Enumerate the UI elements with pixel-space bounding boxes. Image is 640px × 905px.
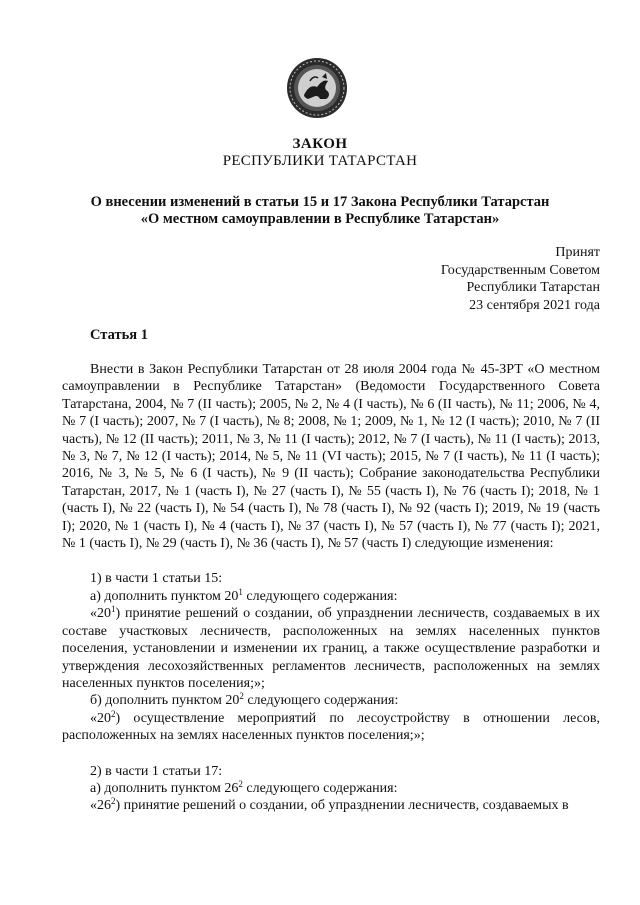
- law-subject-line-2: «О местном самоуправлении в Республике Татарстан»: [140, 211, 500, 227]
- item-1-sub-b: б) дополнить пунктом $20^2$ следующего содержания:: [90, 691, 399, 709]
- adoption-line: Государственным Советом: [440, 262, 600, 278]
- item-1-heading: 1) в части 1 статьи 15:: [90, 571, 223, 587]
- item-1-sub-b-text: «$20^2$) осуществление мероприятий по лесоустройству в отношении лесов, расположенных на землях населенных пунктов поселения;»;: [62, 708, 600, 744]
- item-1-sub-a-text: «$20^1$) принятие решений о создании, об упразднении лесничеств, создаваемых в их составе участковых лесничеств, расположенных на землях населенных пунктов поселения, установлении и изменении их границ, а также осуществление разработки и утверждения лесохозяйственных регламентов лесничеств, расположенных на землях населенных пунктов поселения;»;: [62, 604, 600, 691]
- article-heading: Статья 1: [90, 327, 148, 343]
- item-2-sub-a: а) дополнить пунктом $26^2$ следующего содержания:: [90, 778, 398, 796]
- article-intro-paragraph: Внести в Закон Республики Татарстан от 28 июля 2004 года № 45-ЗРТ «О местном самоуправлении в Республике Татарстан» (Ведомости Государственного Совета Татарстана, 2004, № 7 (II часть); 2005, № 2, № 4 (I часть), № 6 (II часть), № 11; 2006, № 4, № 7 (I часть); 2007, № 7 (I часть), № 8; 2008, № 1; 2009, № 1, № 12 (I часть); 2010, № 7 (II часть), № 12 (II часть); 2011, № 3, № 11 (I часть); 2012, № 7 (I часть), № 11 (I часть); 2013, № 3, № 7, № 12 (I часть); 2014, № 5, № 11 (VI часть); 2015, № 7 (I часть), № 11 (I часть); 2016, № 3, № 5, № 6 (I часть), № 9 (II часть); Собрание законодательства Республики Татарстан, 2017, № 1 (часть I), № 27 (часть I), № 55 (часть I), № 76 (часть I); 2018, № 1 (часть I), № 22 (часть I), № 54 (часть I), № 78 (часть I), № 92 (часть I); 2019, № 19 (часть I); 2020, № 1 (часть I), № 4 (часть I), № 37 (часть I), № 57 (часть I), № 77 (часть I); 2021, № 1 (часть I), № 29 (часть I), № 36 (часть I), № 57 (часть I) следующие изменения:: [62, 362, 600, 552]
- item-1-sub-a: а) дополнить пунктом $20^1$ следующего содержания:: [90, 586, 398, 604]
- item-2-heading: 2) в части 1 статьи 17:: [90, 763, 223, 779]
- adoption-block: [441, 244, 600, 314]
- adoption-date: 23 сентября 2021 года: [469, 297, 600, 313]
- law-subtitle: РЕСПУБЛИКИ ТАТАРСТАН: [222, 153, 418, 169]
- adoption-line: Республики Татарстан: [466, 280, 600, 295]
- adoption-line: Принят: [555, 245, 600, 260]
- item-2-sub-a-text: «$26^2$) принятие решений о создании, об упразднении лесничеств, создаваемых в: [90, 796, 569, 814]
- emblem-of-tatarstan-icon: [286, 57, 348, 119]
- article-body: [62, 361, 600, 815]
- law-title: ЗАКОН: [292, 136, 348, 152]
- law-subject-line-1: О внесении изменений в статьи 15 и 17 Закона Республики Татарстан: [90, 194, 550, 210]
